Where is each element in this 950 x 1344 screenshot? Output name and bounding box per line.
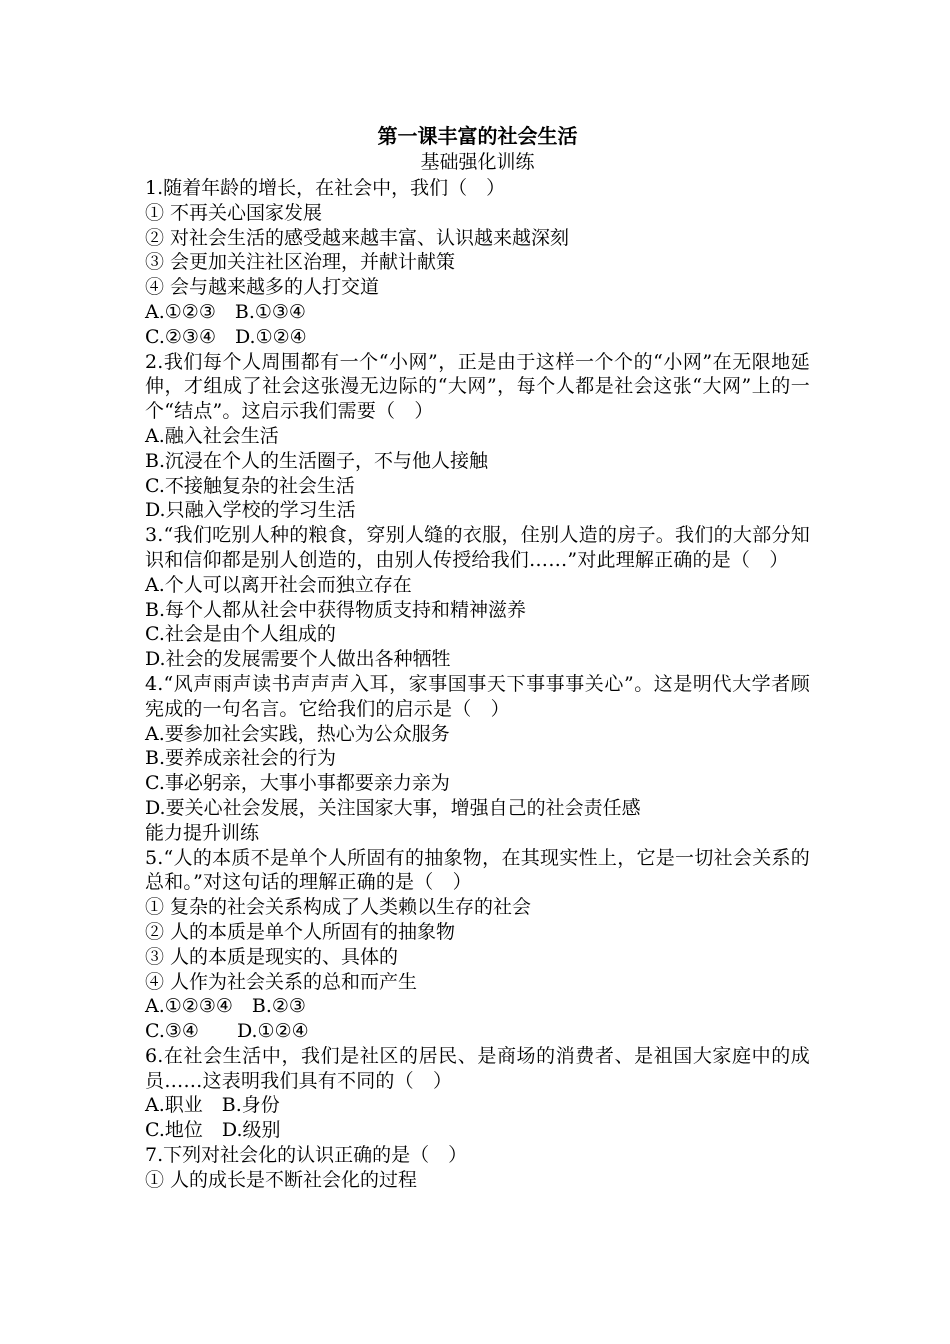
option-d: D.社会的发展需要个人做出各种牺牲 — [145, 648, 451, 671]
options-ab: A.职业 B.身份 — [145, 1094, 280, 1117]
option-b: B.每个人都从社会中获得物质支持和精神滋养 — [145, 598, 527, 621]
question-stem: 5.“人的本质不是单个人所固有的抽象物，在其现实性上，它是一切社会关系的总和。”对这句话的理解正确的是（ ） — [145, 846, 810, 894]
option-b: B.沉浸在个人的生活圈子，不与他人接触 — [145, 449, 489, 472]
question-stem: 2.我们每个人周围都有一个“小网”，正是由于这样一个个的“小网”在无限地延伸，才组成了社会这张漫无边际的“大网”，每个人都是社会这张“大网”上的一个“结点”。这启示我们需要（ ） — [145, 350, 810, 423]
option-c: C.不接触复杂的社会生活 — [145, 474, 355, 497]
options-cd: C.③④ D.①②④ — [145, 1020, 309, 1043]
question-stem: 6.在社会生活中，我们是社区的居民、是商场的消费者、是祖国大家庭中的成员……这表明我们具有不同的（ ） — [145, 1044, 810, 1092]
question-3 — [145, 523, 810, 672]
question-6 — [145, 1044, 810, 1143]
document-page — [145, 122, 810, 1193]
option-b: B.要养成亲社会的行为 — [145, 747, 337, 770]
option-d: D.要关心社会发展，关注国家大事，增强自己的社会责任感 — [145, 796, 641, 819]
option-a: A.融入社会生活 — [145, 424, 279, 447]
option-d: D.只融入学校的学习生活 — [145, 499, 356, 522]
question-5 — [145, 846, 810, 1044]
question-stem: 3.“我们吃别人种的粮食，穿别人缝的衣服，住别人造的房子。我们的大部分知识和信仰都是别人创造的，由别人传授给我们……”对此理解正确的是（ ） — [145, 524, 810, 571]
statement-1: ① 人的成长是不断社会化的过程 — [145, 1168, 418, 1191]
statement-4: ④ 人作为社会关系的总和而产生 — [145, 970, 418, 993]
option-c: C.社会是由个人组成的 — [145, 623, 336, 646]
options-ab: A.①②③④ B.②③ — [145, 995, 306, 1018]
question-7 — [145, 1143, 810, 1193]
question-stem: 7.下列对社会化的认识正确的是（ ） — [145, 1144, 468, 1167]
options-ab: A.①②③ B.①③④ — [145, 300, 306, 323]
question-1 — [145, 176, 810, 350]
option-a: A.要参加社会实践，热心为公众服务 — [145, 722, 450, 745]
question-stem: 1.随着年龄的增长，在社会中，我们（ ） — [145, 177, 506, 199]
statement-1: ① 不再关心国家发展 — [145, 201, 323, 224]
question-2 — [145, 350, 810, 524]
options-cd: C.地位 D.级别 — [145, 1119, 281, 1142]
statement-3: ③ 人的本质是现实的、具体的 — [145, 945, 399, 968]
option-a: A.个人可以离开社会而独立存在 — [145, 573, 412, 596]
statement-1: ① 复杂的社会关系构成了人类赖以生存的社会 — [145, 896, 532, 919]
document-title: 第一课丰富的社会生活 — [377, 124, 578, 148]
section-heading-basic: 基础强化训练 — [420, 151, 535, 173]
option-c: C.事必躬亲，大事小事都要亲力亲为 — [145, 772, 450, 795]
options-cd: C.②③④ D.①②④ — [145, 325, 307, 348]
question-stem: 4.“风声雨声读书声声声入耳，家事国事天下事事事关心”。这是明代大学者顾宪成的一句名言。它给我们的启示是（ ） — [145, 672, 810, 720]
section-heading-advanced: 能力提升训练 — [145, 821, 260, 844]
statement-2: ② 对社会生活的感受越来越丰富、认识越来越深刻 — [145, 226, 570, 249]
question-4 — [145, 672, 810, 821]
statement-2: ② 人的本质是单个人所固有的抽象物 — [145, 920, 456, 943]
statement-4: ④ 会与越来越多的人打交道 — [145, 276, 380, 299]
statement-3: ③ 会更加关注社区治理，并献计献策 — [145, 251, 456, 274]
